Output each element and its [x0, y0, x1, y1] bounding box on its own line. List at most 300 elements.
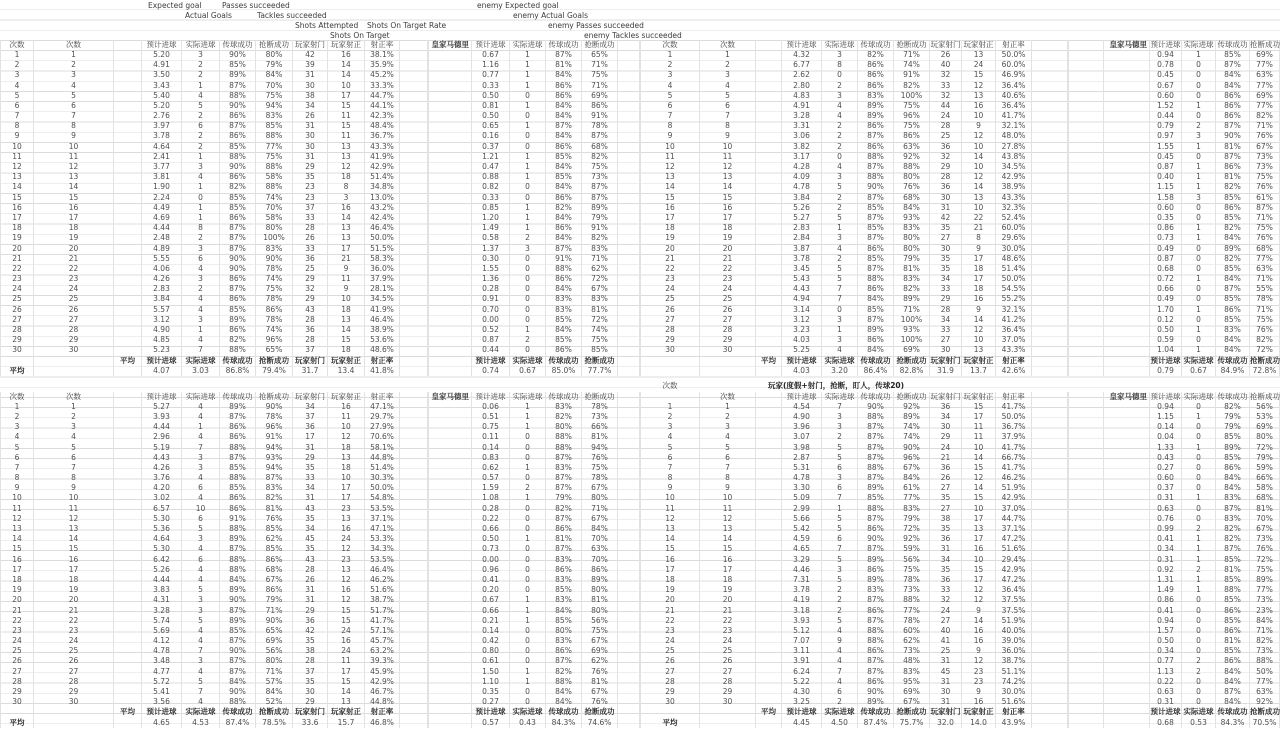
cell[interactable]: 18 [0, 575, 34, 585]
cell[interactable]: 35 [293, 172, 328, 182]
cell[interactable] [1032, 193, 1068, 203]
cell[interactable]: 14 [34, 534, 114, 544]
cell[interactable] [1032, 443, 1068, 453]
cell[interactable]: 1.58 [1150, 193, 1182, 203]
cell[interactable]: 87% [858, 422, 894, 432]
cell[interactable]: 65% [256, 345, 293, 355]
cell[interactable]: 67% [582, 514, 618, 524]
cell[interactable]: 1 [182, 182, 220, 192]
cell[interactable]: 31.9 [930, 366, 962, 376]
cell[interactable] [1104, 233, 1150, 243]
cell[interactable] [1068, 366, 1104, 376]
cell[interactable]: 50.0% [996, 50, 1032, 60]
cell[interactable] [1068, 40, 1104, 50]
cell[interactable]: 17 [328, 244, 365, 254]
cell[interactable]: 87% [858, 264, 894, 274]
cell[interactable]: 4.30 [782, 687, 822, 697]
cell[interactable]: 29.7% [365, 412, 400, 422]
cell[interactable]: 68% [256, 565, 293, 575]
cell[interactable]: 传球成功 [220, 356, 256, 366]
cell[interactable]: 4.32 [782, 50, 822, 60]
cell[interactable] [114, 284, 142, 294]
cell[interactable]: 88% [894, 595, 930, 605]
cell[interactable]: 89% [858, 483, 894, 493]
cell[interactable] [618, 504, 640, 514]
cell[interactable]: 66.7% [996, 453, 1032, 463]
cell[interactable]: 10 [34, 493, 114, 503]
cell[interactable]: 5.69 [142, 626, 182, 636]
cell[interactable] [1068, 392, 1104, 402]
cell[interactable]: 84.3% [546, 718, 582, 728]
cell[interactable]: 4 [822, 626, 858, 636]
cell[interactable]: 21 [0, 606, 34, 616]
cell[interactable]: 5.25 [782, 345, 822, 355]
cell[interactable] [400, 172, 428, 182]
cell[interactable] [618, 483, 640, 493]
cell[interactable]: 35 [930, 264, 962, 274]
cell[interactable]: 14 [962, 315, 996, 325]
cell[interactable] [1104, 463, 1150, 473]
cell[interactable]: 实际进球 [1182, 707, 1216, 717]
cell[interactable]: 71% [582, 60, 618, 70]
cell[interactable]: 5 [822, 453, 858, 463]
cell[interactable]: 0 [1182, 595, 1216, 605]
cell[interactable]: 12 [962, 585, 996, 595]
cell[interactable]: 12 [328, 432, 365, 442]
cell[interactable]: 5 [640, 91, 700, 101]
cell[interactable]: 89% [582, 203, 618, 213]
cell[interactable]: 63.2% [365, 646, 400, 656]
cell[interactable]: 0.59 [1150, 335, 1182, 345]
cell[interactable]: 4.78 [782, 473, 822, 483]
cell[interactable]: 68% [582, 142, 618, 152]
cell[interactable]: 33.6 [293, 718, 328, 728]
cell[interactable]: 17 [962, 534, 996, 544]
cell[interactable]: 35 [930, 524, 962, 534]
cell[interactable]: 85.0% [546, 366, 582, 376]
cell[interactable]: 1.49 [1150, 585, 1182, 595]
cell[interactable]: 86% [858, 60, 894, 70]
cell[interactable]: 36.4% [996, 585, 1032, 595]
cell[interactable]: 87% [858, 656, 894, 666]
cell[interactable] [618, 305, 640, 315]
cell[interactable]: 89% [220, 585, 256, 595]
cell[interactable]: 0 [822, 70, 858, 80]
cell[interactable] [428, 646, 472, 656]
cell[interactable]: 86% [256, 585, 293, 595]
cell[interactable]: 53% [1250, 412, 1280, 422]
cell[interactable]: 85% [1216, 555, 1250, 565]
cell[interactable]: 12 [328, 544, 365, 554]
cell[interactable]: 0 [1182, 504, 1216, 514]
cell[interactable]: 69% [1250, 50, 1280, 60]
cell[interactable] [640, 707, 700, 717]
cell[interactable]: 19 [700, 233, 756, 243]
metric-annotation[interactable]: 玩家(度假+射门，抢断，盯人，传球20) [768, 381, 905, 391]
cell[interactable]: 0 [1182, 203, 1216, 213]
cell[interactable]: 18 [962, 264, 996, 274]
cell[interactable]: 24 [640, 284, 700, 294]
cell[interactable]: 63% [582, 544, 618, 554]
cell[interactable] [114, 254, 142, 264]
cell[interactable] [1104, 422, 1150, 432]
cell[interactable]: 1 [510, 152, 546, 162]
cell[interactable] [400, 121, 428, 131]
cell[interactable] [1104, 565, 1150, 575]
cell[interactable]: 22 [640, 264, 700, 274]
cell[interactable]: 84% [546, 131, 582, 141]
cell[interactable] [400, 606, 428, 616]
cell[interactable]: 81% [1250, 504, 1280, 514]
cell[interactable] [1104, 60, 1150, 70]
cell[interactable]: 86% [546, 524, 582, 534]
cell[interactable]: 30 [293, 131, 328, 141]
cell[interactable]: 0.37 [472, 142, 510, 152]
cell[interactable]: 73% [1250, 595, 1280, 605]
cell[interactable] [618, 152, 640, 162]
cell[interactable]: 56% [894, 555, 930, 565]
cell[interactable]: 37.1% [365, 514, 400, 524]
cell[interactable]: 29 [293, 606, 328, 616]
cell[interactable] [114, 422, 142, 432]
cell[interactable]: 7 [0, 463, 34, 473]
cell[interactable] [756, 325, 782, 335]
cell[interactable]: 40 [930, 626, 962, 636]
cell[interactable]: 0.52 [472, 325, 510, 335]
cell[interactable]: 86% [1216, 111, 1250, 121]
cell[interactable] [428, 555, 472, 565]
cell[interactable] [428, 274, 472, 284]
cell[interactable]: 1 [1182, 493, 1216, 503]
cell[interactable] [756, 213, 782, 223]
cell[interactable] [114, 305, 142, 315]
cell[interactable]: 84% [546, 101, 582, 111]
cell[interactable]: 0.82 [472, 182, 510, 192]
cell[interactable]: 22 [0, 616, 34, 626]
cell[interactable]: 5.43 [782, 274, 822, 284]
cell[interactable] [1104, 91, 1150, 101]
cell[interactable]: 84% [546, 233, 582, 243]
cell[interactable]: 84% [1216, 697, 1250, 707]
cell[interactable]: 传球成功 [546, 707, 582, 717]
cell[interactable]: 0 [510, 585, 546, 595]
cell[interactable]: 50% [1250, 667, 1280, 677]
cell[interactable]: 6 [822, 534, 858, 544]
cell[interactable] [756, 366, 782, 376]
cell[interactable]: 4.94 [782, 294, 822, 304]
cell[interactable]: 85% [1216, 432, 1250, 442]
cell[interactable]: 11 [328, 131, 365, 141]
column-header[interactable]: 射正率 [365, 392, 400, 402]
cell[interactable]: 4 [182, 305, 220, 315]
cell[interactable] [1068, 504, 1104, 514]
cell[interactable]: 29 [293, 697, 328, 707]
cell[interactable]: 78% [256, 264, 293, 274]
cell[interactable]: 88% [220, 524, 256, 534]
cell[interactable]: 85% [1216, 575, 1250, 585]
cell[interactable]: 87% [220, 121, 256, 131]
cell[interactable]: 77% [256, 142, 293, 152]
cell[interactable]: 73% [582, 412, 618, 422]
cell[interactable] [428, 294, 472, 304]
cell[interactable]: 1.20 [472, 213, 510, 223]
cell[interactable] [428, 656, 472, 666]
cell[interactable] [1032, 264, 1068, 274]
cell[interactable]: 10 [182, 504, 220, 514]
cell[interactable]: 2 [510, 483, 546, 493]
cell[interactable]: 41.7% [996, 111, 1032, 121]
cell[interactable]: 87% [582, 131, 618, 141]
cell[interactable]: 72% [1250, 555, 1280, 565]
cell[interactable] [756, 182, 782, 192]
cell[interactable]: 8 [0, 473, 34, 483]
average-label[interactable]: 平均 [114, 707, 142, 717]
cell[interactable]: 0.99 [1150, 524, 1182, 534]
cell[interactable]: 11 [328, 412, 365, 422]
cell[interactable]: 79% [256, 595, 293, 605]
cell[interactable] [400, 524, 428, 534]
cell[interactable]: 5 [700, 443, 756, 453]
cell[interactable] [114, 91, 142, 101]
cell[interactable] [400, 697, 428, 707]
cell[interactable] [114, 264, 142, 274]
cell[interactable]: 77% [1250, 254, 1280, 264]
cell[interactable] [1032, 50, 1068, 60]
cell[interactable] [114, 392, 142, 402]
cell[interactable]: 3.18 [782, 606, 822, 616]
cell[interactable] [1104, 111, 1150, 121]
cell[interactable]: 实际进球 [510, 356, 546, 366]
cell[interactable]: 21 [962, 223, 996, 233]
cell[interactable]: 0 [1182, 284, 1216, 294]
cell[interactable] [756, 534, 782, 544]
metric-annotation[interactable]: Shots On Target [330, 30, 390, 40]
cell[interactable]: 4.26 [142, 463, 182, 473]
cell[interactable]: 玩家射正 [328, 707, 365, 717]
cell[interactable]: 抢断成功 [256, 707, 293, 717]
cell[interactable] [756, 121, 782, 131]
cell[interactable]: 6 [0, 101, 34, 111]
cell[interactable]: 40.0% [996, 626, 1032, 636]
cell[interactable] [114, 40, 142, 50]
cell[interactable]: 22 [34, 616, 114, 626]
cell[interactable]: 5 [822, 213, 858, 223]
cell[interactable] [1032, 585, 1068, 595]
cell[interactable]: 33 [930, 585, 962, 595]
cell[interactable]: 84% [220, 677, 256, 687]
cell[interactable]: 2 [822, 595, 858, 605]
cell[interactable]: 1.55 [1150, 142, 1182, 152]
cell[interactable]: 0.78 [1150, 60, 1182, 70]
cell[interactable] [1032, 718, 1068, 728]
cell[interactable]: 3.07 [782, 432, 822, 442]
cell[interactable]: 1 [510, 667, 546, 677]
cell[interactable]: 14 [962, 453, 996, 463]
cell[interactable]: 9 [640, 131, 700, 141]
cell[interactable]: 90% [256, 616, 293, 626]
cell[interactable]: 28 [700, 325, 756, 335]
cell[interactable]: 89% [220, 534, 256, 544]
cell[interactable] [1104, 616, 1150, 626]
cell[interactable] [1068, 453, 1104, 463]
cell[interactable]: 29 [0, 335, 34, 345]
column-header[interactable]: 预计进球 [142, 40, 182, 50]
cell[interactable]: 1 [182, 81, 220, 91]
cell[interactable]: 0 [1182, 697, 1216, 707]
cell[interactable]: 7 [822, 667, 858, 677]
cell[interactable]: 3.29 [782, 555, 822, 565]
cell[interactable] [1104, 667, 1150, 677]
cell[interactable]: 70% [582, 534, 618, 544]
cell[interactable]: 5.27 [782, 213, 822, 223]
cell[interactable]: 5 [640, 443, 700, 453]
cell[interactable] [428, 244, 472, 254]
cell[interactable] [1068, 162, 1104, 172]
cell[interactable]: 79% [582, 213, 618, 223]
cell[interactable]: 82% [1216, 534, 1250, 544]
cell[interactable] [428, 335, 472, 345]
cell[interactable] [400, 315, 428, 325]
cell[interactable]: 85% [220, 60, 256, 70]
cell[interactable] [618, 325, 640, 335]
cell[interactable]: 0 [510, 524, 546, 534]
cell[interactable]: 71% [894, 305, 930, 315]
cell[interactable]: 12 [962, 595, 996, 605]
cell[interactable]: 32 [930, 595, 962, 605]
cell[interactable]: 9 [34, 131, 114, 141]
cell[interactable] [114, 412, 142, 422]
cell[interactable] [1032, 40, 1068, 50]
cell[interactable] [756, 483, 782, 493]
cell[interactable]: 12 [328, 595, 365, 605]
cell[interactable]: 0.76 [1150, 514, 1182, 524]
cell[interactable] [428, 595, 472, 605]
cell[interactable]: 0 [1182, 244, 1216, 254]
cell[interactable]: 4.53 [182, 718, 220, 728]
cell[interactable]: 16 [34, 555, 114, 565]
cell[interactable] [1032, 514, 1068, 524]
cell[interactable]: 2 [640, 60, 700, 70]
cell[interactable]: 60.0% [996, 223, 1032, 233]
cell[interactable] [756, 422, 782, 432]
cell[interactable]: 86% [220, 504, 256, 514]
cell[interactable]: 90% [1216, 131, 1250, 141]
cell[interactable]: 81% [894, 264, 930, 274]
cell[interactable] [1032, 555, 1068, 565]
cell[interactable] [756, 646, 782, 656]
cell[interactable]: 30 [0, 697, 34, 707]
cell[interactable]: 23 [0, 626, 34, 636]
cell[interactable]: 38.9% [996, 182, 1032, 192]
cell[interactable] [400, 422, 428, 432]
cell[interactable] [1104, 315, 1150, 325]
cell[interactable]: 45 [293, 534, 328, 544]
cell[interactable] [114, 402, 142, 412]
cell[interactable]: 15 [34, 193, 114, 203]
cell[interactable]: 0 [510, 565, 546, 575]
cell[interactable]: 42.4% [365, 213, 400, 223]
cell[interactable]: 7 [34, 463, 114, 473]
cell[interactable]: 0.86 [1150, 223, 1182, 233]
cell[interactable]: 16 [34, 203, 114, 213]
cell[interactable]: 预计进球 [782, 707, 822, 717]
cell[interactable]: 71% [1250, 274, 1280, 284]
cell[interactable] [400, 233, 428, 243]
cell[interactable]: 33.3% [365, 81, 400, 91]
cell[interactable]: 45.7% [365, 636, 400, 646]
cell[interactable]: 8 [34, 473, 114, 483]
cell[interactable]: 40.6% [996, 91, 1032, 101]
cell[interactable]: 87.4% [220, 718, 256, 728]
cell[interactable]: 0 [510, 91, 546, 101]
cell[interactable]: 41.7% [996, 402, 1032, 412]
cell[interactable]: 87% [220, 636, 256, 646]
cell[interactable]: 88% [858, 636, 894, 646]
cell[interactable]: 3 [822, 422, 858, 432]
cell[interactable] [756, 131, 782, 141]
cell[interactable]: 4.50 [822, 718, 858, 728]
cell[interactable]: 10 [0, 142, 34, 152]
cell[interactable]: 70% [582, 555, 618, 565]
cell[interactable] [428, 544, 472, 554]
cell[interactable]: 96% [256, 335, 293, 345]
cell[interactable] [400, 626, 428, 636]
cell[interactable]: 77% [1250, 677, 1280, 687]
cell[interactable] [618, 422, 640, 432]
cell[interactable]: 27 [930, 335, 962, 345]
cell[interactable]: 86% [546, 193, 582, 203]
cell[interactable]: 44.1% [365, 101, 400, 111]
cell[interactable]: 85% [1216, 213, 1250, 223]
cell[interactable]: 11 [962, 432, 996, 442]
cell[interactable]: 16 [962, 636, 996, 646]
cell[interactable]: 46.8% [365, 718, 400, 728]
cell[interactable]: 20 [700, 244, 756, 254]
cell[interactable] [618, 356, 640, 366]
cell[interactable]: 76% [1250, 182, 1280, 192]
cell[interactable]: 12 [962, 81, 996, 91]
cell[interactable]: 0.22 [1150, 677, 1182, 687]
cell[interactable] [1104, 274, 1150, 284]
cell[interactable] [400, 111, 428, 121]
cell[interactable] [618, 142, 640, 152]
cell[interactable]: 89% [1216, 244, 1250, 254]
cell[interactable]: 26 [293, 233, 328, 243]
cell[interactable]: 73% [1250, 162, 1280, 172]
cell[interactable]: 33 [930, 81, 962, 91]
cell[interactable]: 17 [962, 514, 996, 524]
cell[interactable]: 24 [930, 111, 962, 121]
cell[interactable]: 71% [582, 254, 618, 264]
cell[interactable]: 20 [640, 244, 700, 254]
cell[interactable]: 16 [962, 101, 996, 111]
cell[interactable]: 78.5% [256, 718, 293, 728]
cell[interactable]: 84.3% [1216, 718, 1250, 728]
cell[interactable]: 14 [962, 182, 996, 192]
cell[interactable]: 84% [546, 606, 582, 616]
cell[interactable] [756, 412, 782, 422]
cell[interactable]: 73% [1250, 646, 1280, 656]
cell[interactable]: 预计进球 [472, 707, 510, 717]
average-label[interactable]: 平均 [0, 718, 34, 728]
cell[interactable]: 传球成功 [220, 707, 256, 717]
cell[interactable]: 21 [700, 254, 756, 264]
cell[interactable]: 59% [894, 544, 930, 554]
cell[interactable]: 31 [293, 70, 328, 80]
cell[interactable]: 14 [700, 534, 756, 544]
cell[interactable]: 70% [256, 81, 293, 91]
cell[interactable]: 5.57 [142, 305, 182, 315]
